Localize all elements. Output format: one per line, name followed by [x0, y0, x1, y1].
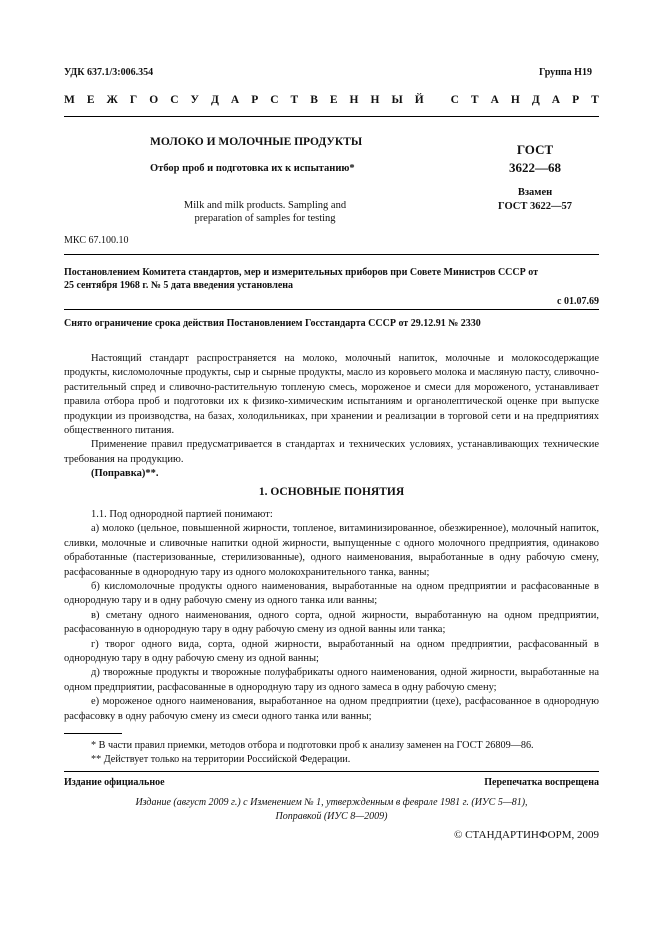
validity-removed: Снято ограничение срока действия Постановлением Госстандарта СССР от 29.12.91 № 2330: [64, 318, 481, 329]
heading-letter: Й: [414, 94, 424, 106]
heading-letter: А: [230, 94, 240, 106]
heading-letter: Ы: [391, 94, 403, 106]
heading-letter: О: [149, 94, 159, 106]
heading-letter: А: [551, 94, 561, 106]
footnote-rule: [64, 733, 122, 734]
heading-letter: С: [270, 94, 279, 106]
list-item: д) творожные продукты и творожные полуфабрикаты одного наименования, одной жирности, выработанные на одном предприятии, расфасованные в однородную тару из одного замеса в одну рабочую смену;: [64, 667, 599, 693]
footnote-1: * В части правил приемки, методов отбора и подготовки проб к анализу заменен на ГОСТ 26809—86.: [91, 740, 534, 751]
heading-letter: Ж: [106, 94, 118, 106]
heading-letter: Д: [210, 94, 219, 106]
effective-date: с 01.07.69: [557, 296, 599, 307]
heading-letter: Т: [290, 94, 299, 106]
udk-code: УДК 637.1/3:006.354: [64, 67, 154, 78]
heading-letter: У: [190, 94, 199, 106]
replaces-label: Взамен: [517, 187, 553, 198]
reprint-prohibited: Перепечатка воспрещена: [484, 777, 599, 788]
list-item: г) творог одного вида, сорта, одной жирности, выработанный на одном предприятии, расфасованный в однородную тару в одну рабочую смену из одной ванны;: [64, 638, 599, 665]
footnote-2: ** Действует только на территории Российской Федерации.: [91, 754, 351, 765]
list-item: в) сметану одного наименования, одного сорта, одной жирности, выработанную на одном предприятии, расфасованную в однородную тару в одну рабочую смену из одной ванны или танка;: [64, 609, 599, 636]
header-rule: [64, 116, 599, 117]
footer-rule: [64, 771, 599, 772]
decree-line1: Постановлением Комитета стандартов, мер и измерительных приборов при Совете Министров СССР от: [64, 267, 539, 278]
gost-number: 3622—68: [509, 160, 561, 175]
edition-line2: Поправкой (ИУС 8—2009): [275, 811, 388, 822]
intro-paragraph-2: Применение правил предусматривается в стандартах и технических условиях, устанавливающих технические требования на продукцию.: [64, 439, 599, 465]
title-en-line1: Milk and milk products. Sampling and: [183, 200, 347, 211]
heading-letter: А: [490, 94, 499, 106]
heading-letter: В: [310, 94, 318, 106]
heading-letter: Р: [251, 94, 259, 106]
intro-text: [64, 352, 599, 482]
section-title: 1. ОСНОВНЫЕ ПОНЯТИЯ: [258, 486, 405, 498]
section-1-intro: 1.1. Под однородной партией понимают:: [91, 509, 273, 520]
edition-line1: Издание (август 2009 г.) с Изменением № 1, утвержденным в феврале 1981 г. (ИУС 5—81),: [135, 797, 528, 808]
interstate-standard-heading: [64, 94, 599, 106]
title-block-rule: [64, 254, 599, 255]
intro-paragraph-1: Настоящий стандарт распространяется на молоко, молочный напиток, молочные и молокосодержащие продукты, кисломолочные продукты, сыр и сырные продукты, масло из коровьего молока и масляную пасту, сливочно-растительный спред и сливочно-растительную топленую смесь, мороженое и смеси для мороженого, устанавливает правила отбора проб и подготовки их к физико-химическим испытаниям и органолептической оценке при выпуске продукции из производства, на базах, холодильниках, при хранении и реализации в торговой сети и на предприятиях общественного питания.: [64, 353, 599, 437]
title-en-line2: preparation of samples for testing: [194, 213, 336, 224]
list-item: б) кисломолочные продукты одного наименования, выработанные на одном предприятии и расфасованные в однородную тару и в одну рабочую смену из одного танка или ванны;: [64, 581, 599, 607]
heading-letter: Р: [572, 94, 580, 106]
heading-letter: Т: [470, 94, 479, 106]
heading-letter: Н: [510, 94, 520, 106]
replaces-number: ГОСТ 3622—57: [498, 201, 572, 212]
copyright: © СТАНДАРТИНФОРМ, 2009: [454, 829, 599, 841]
heading-letter: Е: [86, 94, 95, 106]
heading-letter: Н: [370, 94, 380, 106]
heading-letter: Е: [329, 94, 338, 106]
gost-label: ГОСТ: [516, 142, 554, 157]
heading-letter: С: [170, 94, 179, 106]
heading-letter: Т: [591, 94, 599, 106]
heading-letter: М: [64, 94, 75, 106]
heading-letter: Н: [349, 94, 359, 106]
decree-line2: 25 сентября 1968 г. № 5 дата введения установлена: [64, 280, 294, 291]
title-ru: МОЛОКО И МОЛОЧНЫЕ ПРОДУКТЫ: [150, 136, 363, 148]
intro-amendment: (Поправка)**.: [91, 468, 159, 480]
group-code: Группа Н19: [539, 67, 592, 78]
heading-letter: [436, 94, 439, 106]
heading-letter: Д: [531, 94, 540, 106]
official-edition: Издание официальное: [64, 777, 165, 788]
list-item: е) мороженое одного наименования, выработанное на одном предприятии (цехе), расфасованное в однородную расфасовку в одну рабочую смену из смеси одного танка или ванны;: [64, 696, 599, 722]
decree-rule: [64, 309, 599, 310]
list-item: а) молоко (цельное, повышенной жирности, топленое, витаминизированное, обезжиренное), молочный напиток, сливки, молочные и сливочные напитки одной жирности, выпущенные с одного молочного предприятия, одинаково обработанные (пастеризованные, стерилизованные), одного наименования, выработанные в одну рабочую смену, расфасованные в однородную тару из одного молокохранительного танка, ванны;: [64, 523, 599, 578]
heading-letter: Г: [129, 94, 138, 106]
mks-code: МКС 67.100.10: [64, 235, 129, 246]
heading-letter: С: [450, 94, 459, 106]
section-1-body: [64, 508, 599, 724]
subtitle-ru: Отбор проб и подготовка их к испытанию*: [150, 163, 355, 174]
